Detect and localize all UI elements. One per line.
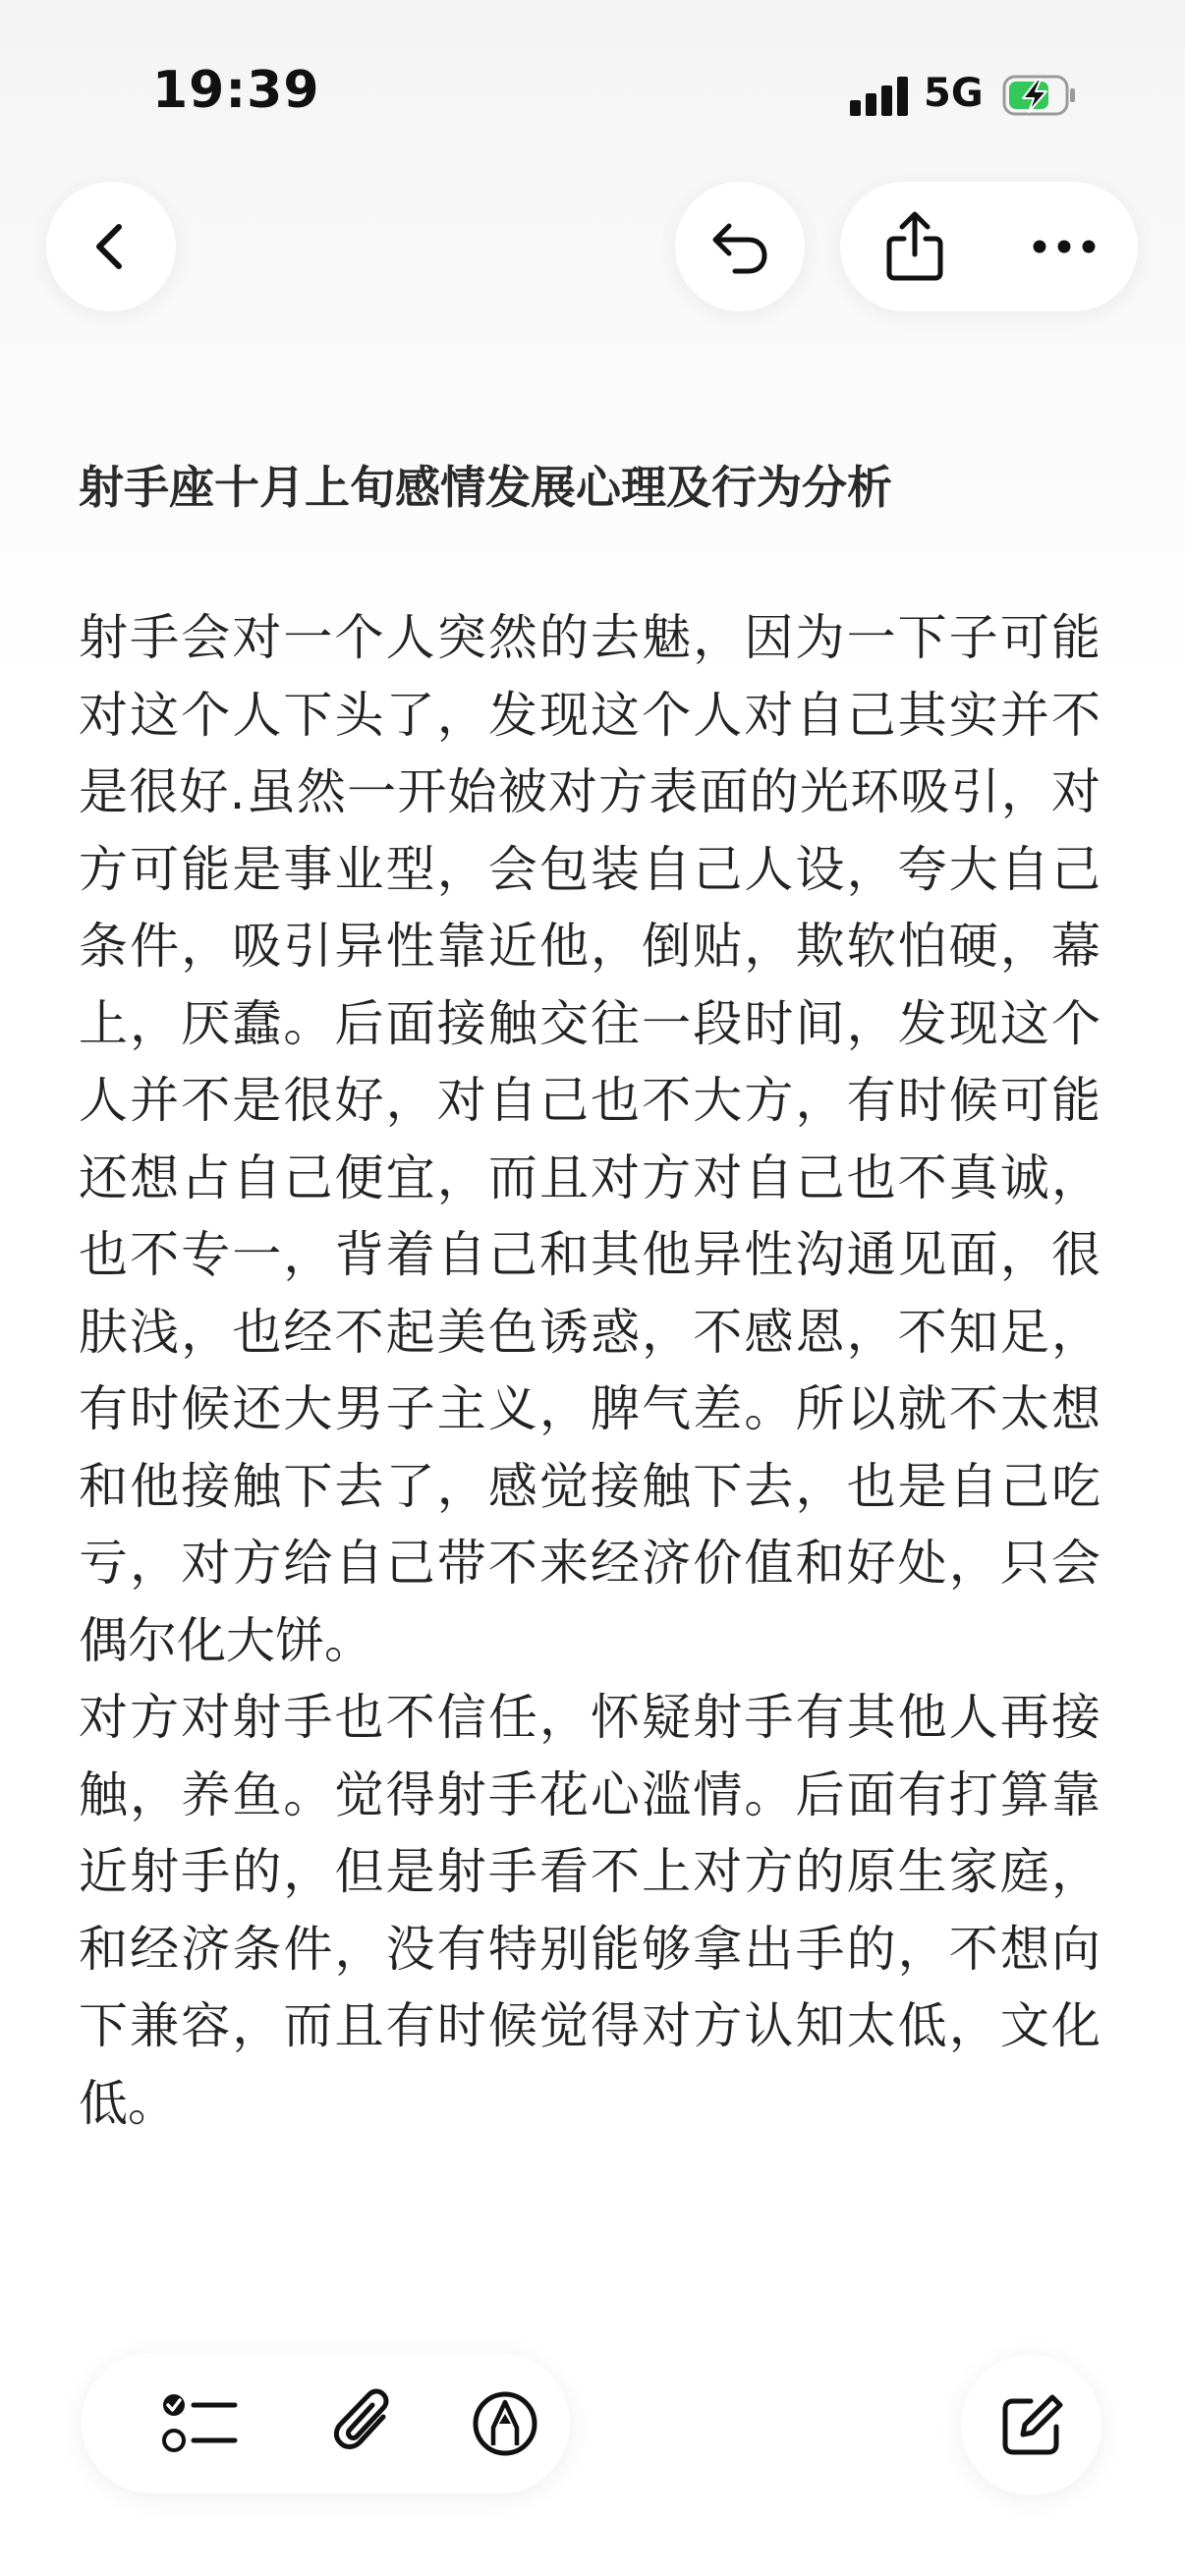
- compose-button[interactable]: [961, 2355, 1101, 2495]
- markup-button[interactable]: [431, 2353, 579, 2493]
- note-paragraph: 射手会对一个人突然的去魅，因为一下子可能对这个人下头了，发现这个人对自己其实并不是很好.虽然一开始被对方表面的光环吸引，对方可能是事业型，会包装自己人设，夸大自己条件，吸引异性靠近他，倒贴，欺软怕硬，幕上，厌蠢。后面接触交往一段时间，发现这个人并不是很好，对自己也不大方，有时候可能还想占自己便宜，而且对方对自己也不真诚，也不专一，背着自己和其他异性沟通见面，很肤浅，也经不起美色诱惑，不感恩，不知足，有时候还大男子主义，脾气差。所以就不太想和他接触下去了，感觉接触下去，也是自己吃亏，对方给自己带不来经济价值和好处，只会偶尔化大饼。: [79, 609, 1100, 1669]
- note-paragraph: 对方对射手也不信任，怀疑射手有其他人再接触，养鱼。觉得射手花心滥情。后面有打算靠近射手的，但是射手看不上对方的原生家庭，和经济条件，没有特别能够拿出手的，不想向下兼容，而且有时候觉得对方认知太低，文化低。: [79, 1689, 1100, 2132]
- attachment-button[interactable]: [293, 2353, 440, 2493]
- network-type-label: 5G: [924, 71, 984, 116]
- share-icon: [880, 209, 949, 284]
- attachment-icon: [332, 2387, 401, 2460]
- battery-charging-icon: [1002, 75, 1077, 116]
- cellular-signal-icon: [850, 77, 909, 116]
- share-more-group: [840, 182, 1138, 311]
- status-time: 19:39: [152, 61, 320, 120]
- undo-icon: [705, 212, 774, 281]
- note-content[interactable]: [79, 452, 1100, 2142]
- share-button[interactable]: [840, 182, 988, 311]
- more-button[interactable]: [989, 182, 1138, 311]
- compose-icon: [997, 2391, 1066, 2460]
- checklist-icon: [162, 2389, 241, 2458]
- note-title: 射手座十月上旬感情发展心理及行为分析: [79, 461, 892, 514]
- more-icon: [1030, 237, 1099, 256]
- markup-pen-icon: [470, 2388, 540, 2459]
- back-button[interactable]: [46, 182, 176, 311]
- undo-button[interactable]: [675, 182, 805, 311]
- bottom-toolbar: [82, 2353, 570, 2493]
- back-chevron-icon: [82, 217, 141, 276]
- checklist-button[interactable]: [128, 2353, 275, 2493]
